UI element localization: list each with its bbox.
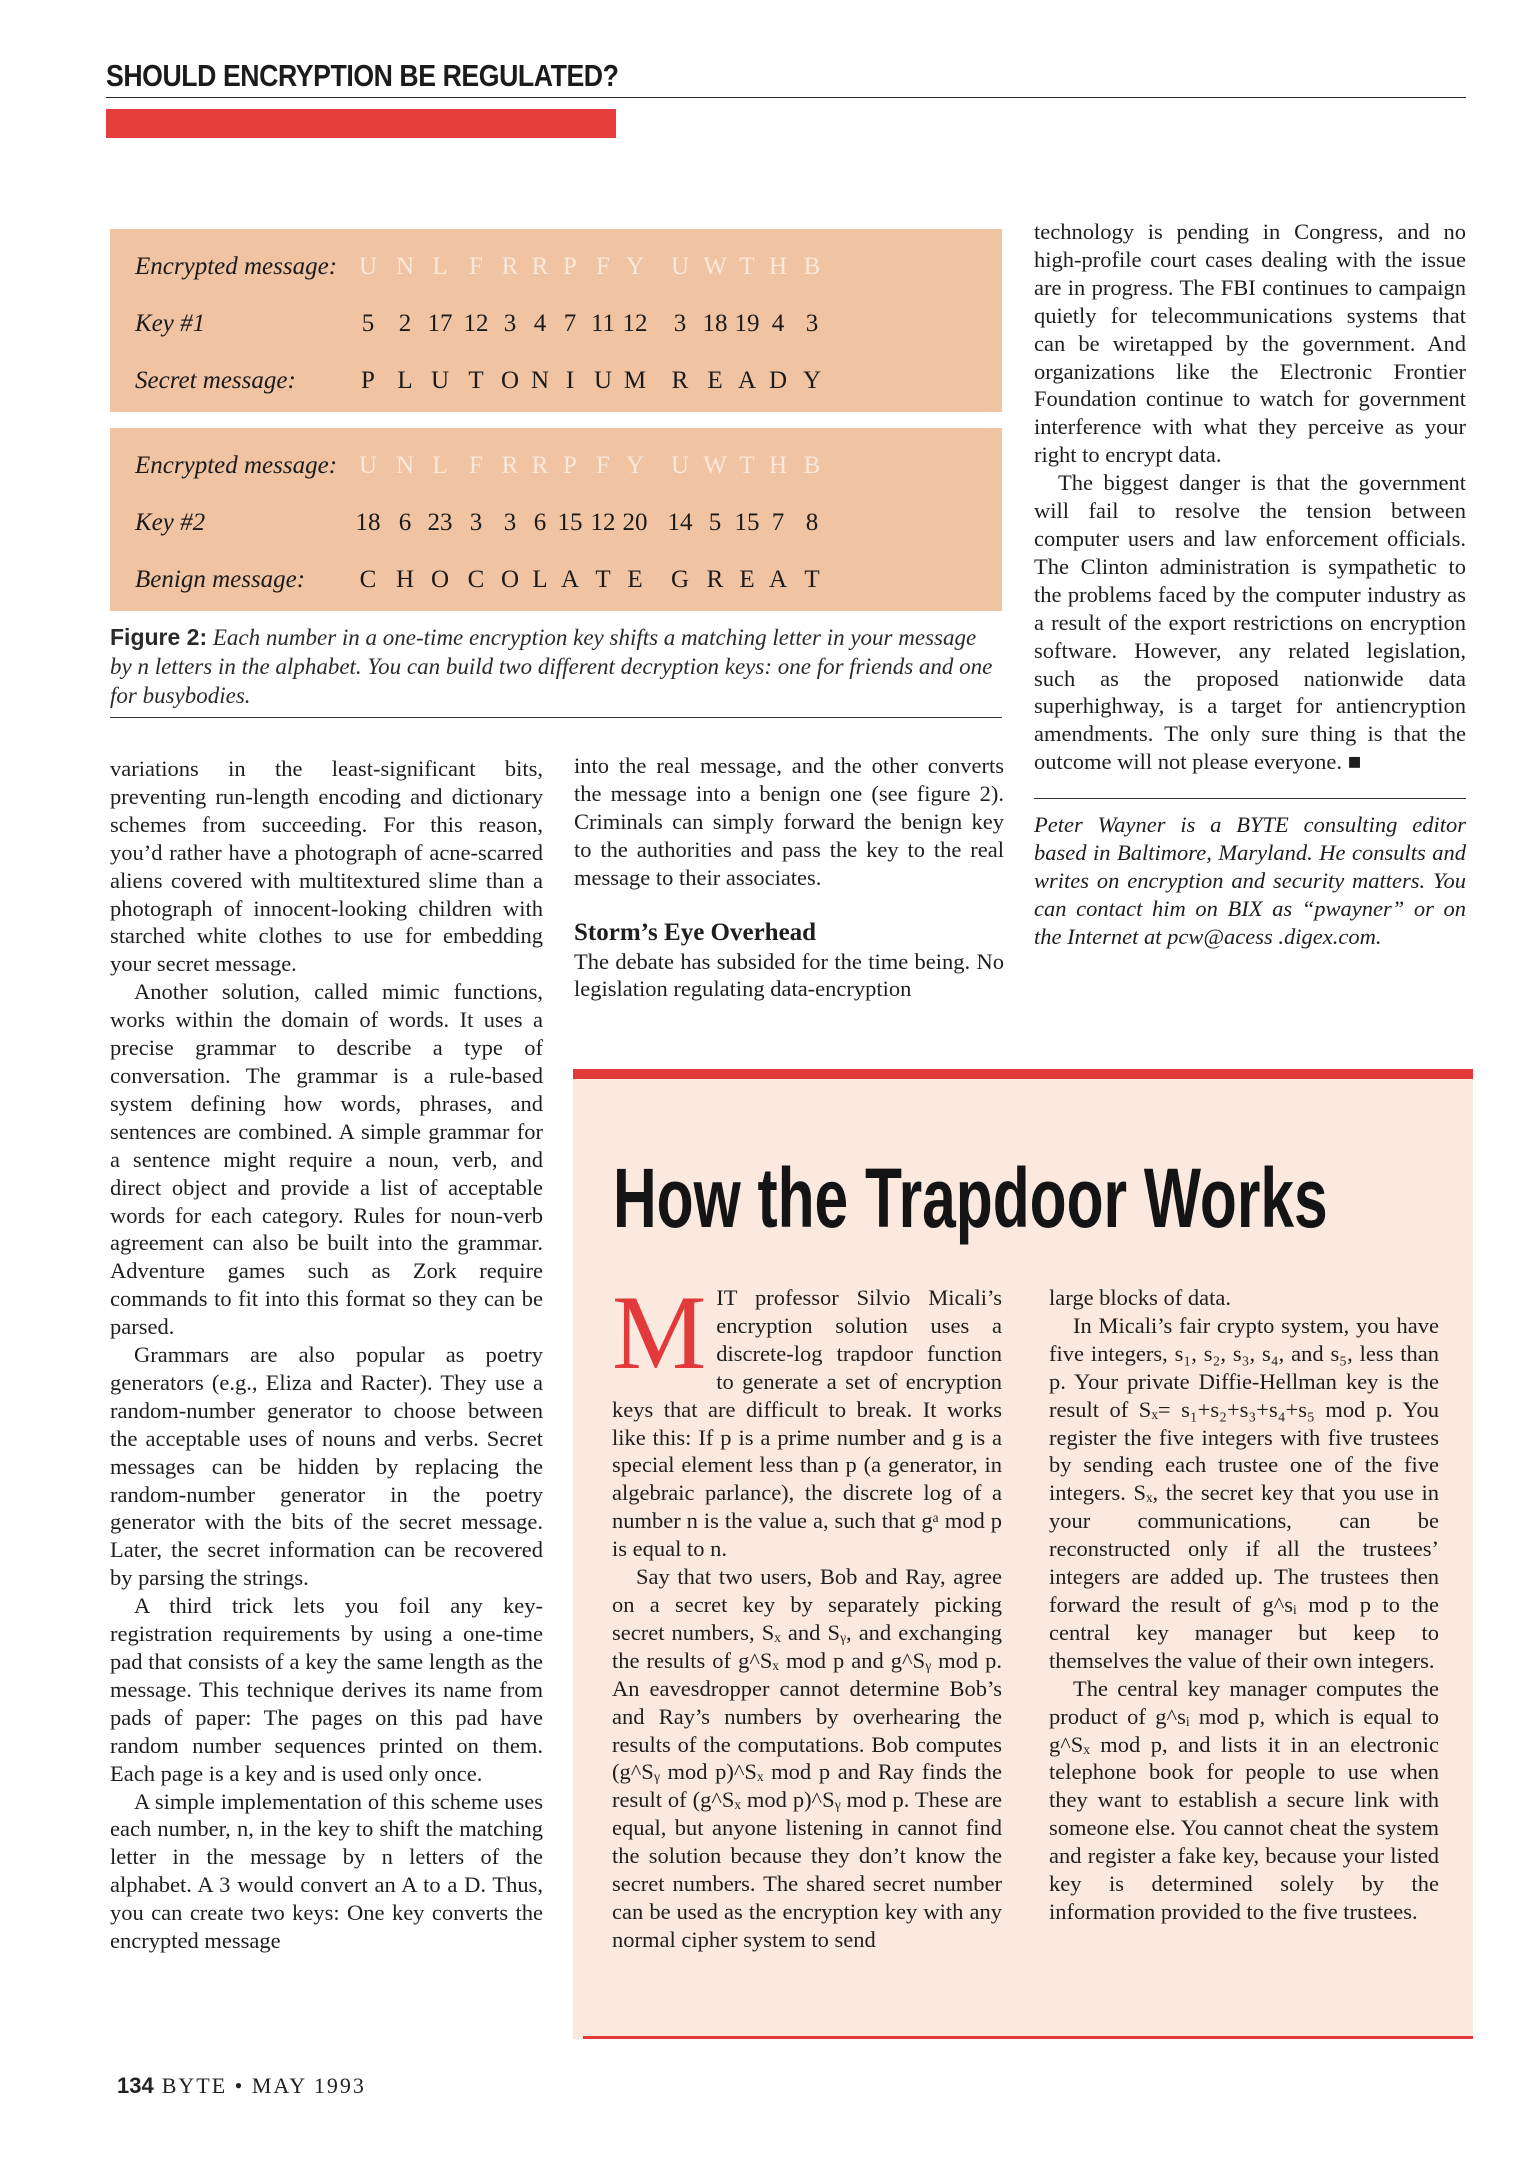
cipher-row-label: Key #1 (135, 310, 206, 337)
sidebar-paragraph: In Micali’s fair crypto system, you have five integers, s₁, s₂, s₃, s₄, and s₅, less than p. Your private Diffie-Hellman key is the result of Sₓ= s₁+s₂+s₃+s₄+s₅ mod p. You register the five integers with five trustees by sending each trustee one of the five integers. Sₓ, the secret key that you use in your communications, can be reconstructed only if all the trustees’ integers are added up. The trustees then forward the result of g^sᵢ mod p to the central key manager but keep to themselves the value of their own integers. (1049, 1312, 1439, 1673)
sidebar-column-right (1049, 1284, 1439, 1926)
sidebar-paragraph: IT professor Silvio Micali’s encryption solution uses a discrete-log trapdoor function to generate a set of encryption keys that are difficult to break. It works like this: If p is a prime number and g is a special element less than p (a generator, in algebraic parlance), the discrete log of a number n is the value a, such that gᵃ mod p is equal to n. (612, 1285, 1002, 1562)
cipher-row-label: Encrypted message: (135, 253, 338, 280)
subhead-storms-eye: Storm’s Eye Overhead (574, 918, 817, 946)
bio-rule (1034, 798, 1466, 799)
cipher-row-label: Key #2 (135, 509, 206, 536)
col2-paragraph: The debate has subsided for the time being. No legislation regulating data-encryption (574, 948, 1004, 1002)
section-kicker: SHOULD ENCRYPTION BE REGULATED? (106, 58, 619, 93)
col1-paragraph: variations in the least-significant bits, preventing run-length encoding and dictionary schemes from succeeding. For this reason, you’d rather have a photograph of acne-scarred aliens covered with multitextured slime than a photograph of innocent-looking children with starched white clothes to use for embedding your secret message. (110, 756, 543, 977)
figure-rule (110, 717, 1002, 718)
col1-paragraph: Grammars are also popular as poetry generators (e.g., Eliza and Racter). They use a random-number generator to choose between the acceptable uses of nouns and verbs. Secret messages can be hidden by replacing the random-number generator in the poetry generator with the bits of the secret message. Later, the secret information can be recovered by parsing the strings. (110, 1342, 543, 1591)
col1-paragraph: A simple implementation of this scheme uses each number, n, in the key to shift the matching letter in the message by n letters of the alphabet. A 3 would convert an A to a D. Thus, you can create two keys: One key converts the encrypted message (110, 1788, 543, 1954)
cipher-row: Secret message: P L U T O N I U M R E A D Y (135, 367, 822, 394)
header-rule (106, 97, 1466, 98)
cipher-row: Encrypted message: U N L F R R P F Y U W T H B (135, 253, 821, 280)
cipher-panel (110, 428, 1002, 611)
column-2 (574, 752, 1004, 1003)
sidebar-column-left (612, 1274, 1002, 1954)
cipher-row: Key #1 5 2 17 12 3 4 7 11 12 3 18 19 4 3 (135, 310, 819, 337)
figure-caption (110, 623, 1002, 710)
col3-paragraph: The biggest danger is that the government will fail to resolve the tension between computer users and law enforcement officials. The Clinton administration is sympathetic to the problems faced by the computer industry as a result of the export restrictions on encryption software. However, any related legislation, such as the proposed nationwide data superhighway, is a target for antiencryption amendments. The only sure thing is that the outcome will not please everyone. ■ (1034, 470, 1466, 775)
caption-label: Figure 2: (110, 624, 208, 650)
col2-paragraph: into the real message, and the other converts the message into a benign one (see figure 2). Criminals can simply forward the benign key to the authorities and pass the key to the real message to their associates. (574, 753, 1004, 890)
cipher-row: Benign message: C H O C O L A T E G R E A T (135, 566, 820, 593)
page-footer (117, 2073, 366, 2099)
drop-cap: M (612, 1274, 707, 1391)
sidebar-top-bar (573, 1069, 1473, 1079)
figure-2-table (110, 229, 1002, 611)
caption-text: Each number in a one-time encryption key shifts a matching letter in your message by n letters in the alphabet. You can build two different decryption keys: one for friends and one for busybodies. (110, 625, 993, 708)
page-number: 134 (117, 2073, 154, 2098)
cipher-row: Encrypted message: U N L F R R P F Y U W T H B (135, 452, 821, 479)
cipher-row-label: Encrypted message: (135, 452, 338, 479)
author-bio: Peter Wayner is a BYTE consulting editor based in Baltimore, Maryland. He consults and writes on encryption and security matters. You can contact him on BIX as “pwayner” or on the Internet at pcw@acess .digex.com. (1034, 812, 1466, 949)
col1-paragraph: Another solution, called mimic functions, works within the domain of words. It uses a precise grammar to describe a type of conversation. The grammar is a rule-based system defining how words, phrases, and sentences are combined. A simple grammar for a sentence might require a noun, verb, and direct object and provide a list of acceptable words for each category. Rules for noun-verb agreement can also be built into the grammar. Adventure games such as Zork require commands to fit into this format so they can be parsed. (110, 979, 543, 1340)
sidebar-title: How the Trapdoor Works (613, 1151, 1328, 1245)
sidebar-paragraph: Say that two users, Bob and Ray, agree on a secret key by separately picking secret numbers, Sₓ and Sᵧ, and exchanging the results of g^Sₓ mod p and g^Sᵧ mod p. An eavesdropper cannot determine Bob’s and Ray’s numbers by overhearing the results of the computations. Bob computes (g^Sᵧ mod p)^Sₓ mod p and Ray finds the result of (g^Sₓ mod p)^Sᵧ mod p. These are equal, but anyone listening in cannot find the solution because they don’t know the secret numbers. The shared secret number can be used as the encryption key with any normal cipher system to send (612, 1564, 1002, 1952)
col1-paragraph: A third trick lets you foil any key-registration requirements by using a one-time pad that consists of a key the same length as the message. This technique derives its name from pads of paper: The pages on this pad have random number sequences printed on them. Each page is a key and is used only once. (110, 1593, 543, 1786)
header-red-bar (106, 109, 616, 138)
cipher-row: Key #2 18 6 23 3 3 6 15 12 20 14 5 15 7 8 (135, 509, 819, 536)
cipher-panel (110, 229, 1002, 412)
publication-line: BYTE • MAY 1993 (161, 2073, 366, 2098)
cipher-row-label: Benign message: (135, 566, 306, 593)
col3-paragraph: technology is pending in Congress, and no high-profile court cases dealing with the issue are in progress. The FBI continues to campaign quietly for telecommunications systems that can be wiretapped by the government. And organizations like the Electronic Frontier Foundation continue to watch for government interference with what they perceive as your right to encrypt data. (1034, 219, 1466, 468)
column-1 (110, 755, 543, 1955)
column-3 (1034, 218, 1466, 951)
sidebar-bottom-bar (583, 2036, 1473, 2039)
sidebar-paragraph: The central key manager computes the product of g^sᵢ mod p, which is equal to g^Sₓ mod p, and lists it in an electronic telephone book for people to use when they want to establish a secure link with someone else. You cannot cheat the system and register a fake key, because your listed key is determined solely by the information provided to the five trustees. (1049, 1675, 1439, 1924)
sidebar-paragraph: large blocks of data. (1049, 1285, 1232, 1310)
cipher-row-label: Secret message: (135, 367, 296, 394)
